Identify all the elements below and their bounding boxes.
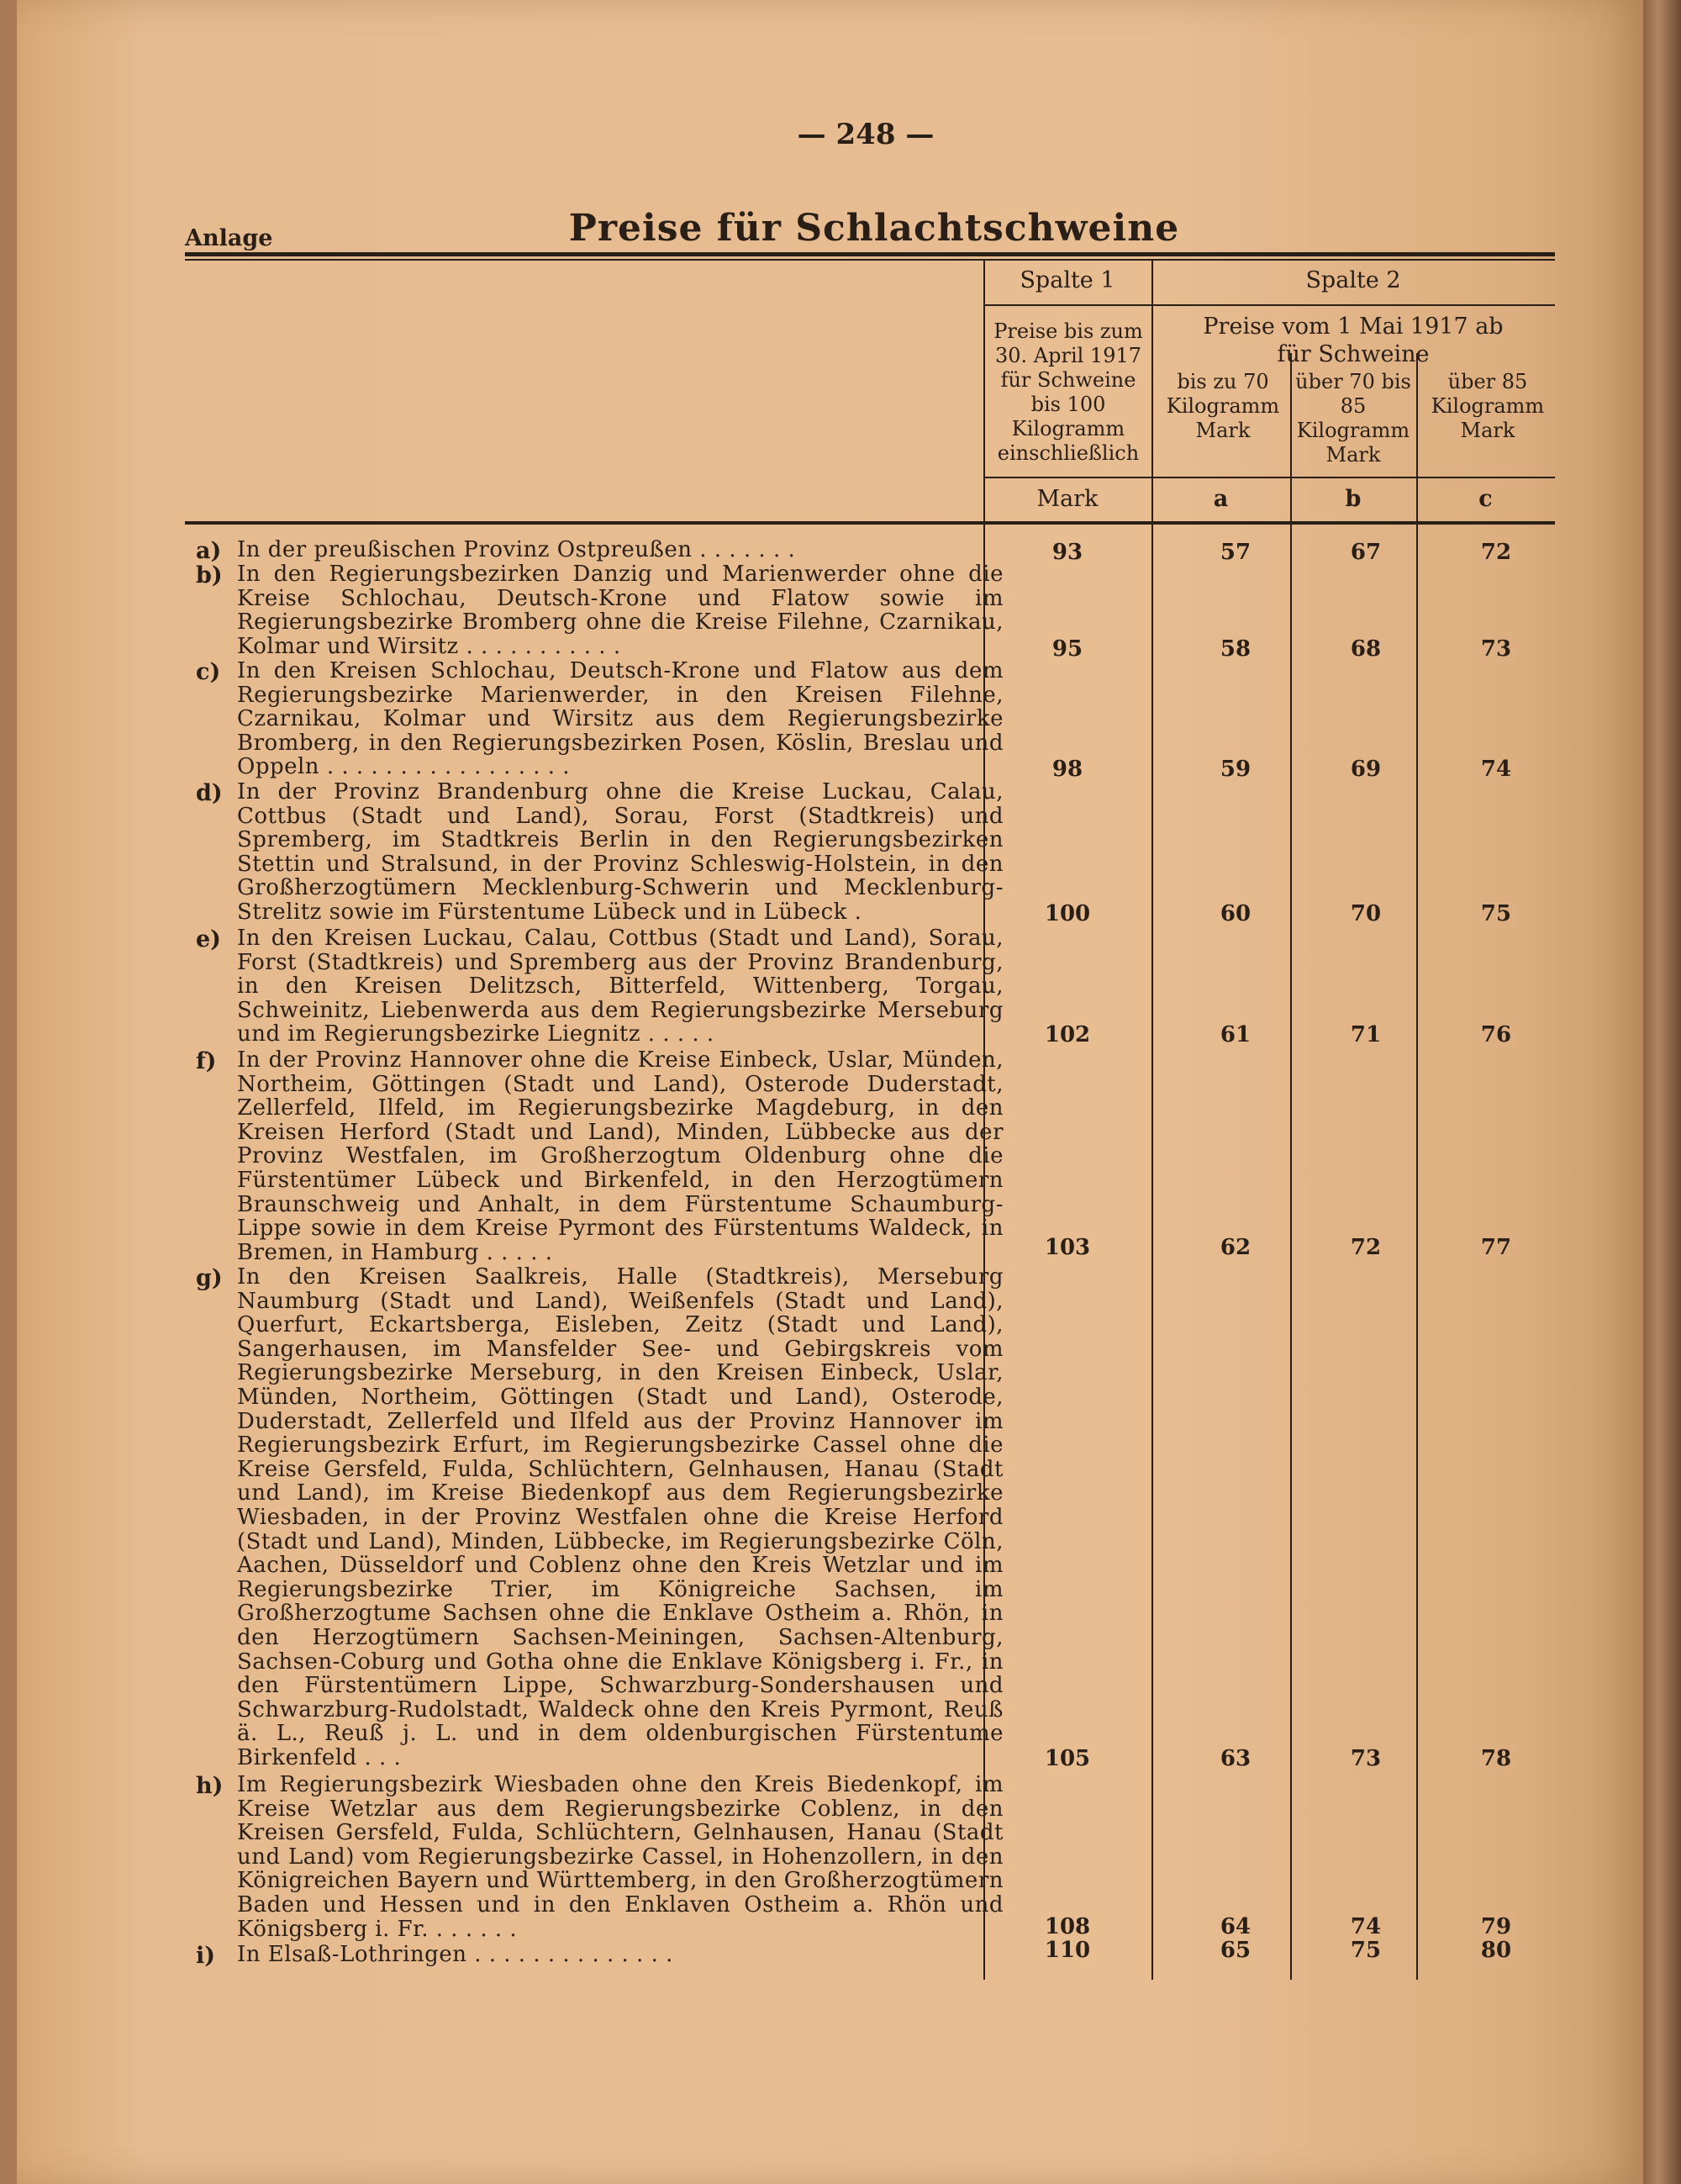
col-c-description: über 85 Kilogramm Mark <box>1431 370 1545 442</box>
value-b: 72 <box>1350 1235 1382 1260</box>
col-divider-2 <box>1151 261 1153 1980</box>
row-description: Im Regierungsbezirk Wiesbaden ohne den Kreis Biedenkopf, im Kreise Wetzlar aus dem Regierungsbezirke Coblenz, in den Kreisen Gersfeld, Fulda, Schlüchtern, Gelnhausen, Hanau (Stadt und Land) vom Regierungsbezirke Cassel, in Hohenzollern, in den Königreichen Bayern und Württemberg, in den Großherzogtümern Baden und Hessen und in den Enklaven Ostheim a. Rhön und Königsberg i. Fr. . . . . . . <box>237 1772 1004 1942</box>
row-label: f) <box>196 1048 217 1074</box>
row-description: In Elsaß-Lothringen . . . . . . . . . . . . . . <box>237 1942 673 1967</box>
row-label: g) <box>196 1265 223 1291</box>
value-a: 64 <box>1220 1914 1252 1939</box>
value-a: 58 <box>1220 636 1252 662</box>
value-b: 68 <box>1350 636 1382 662</box>
value-c: 77 <box>1480 1235 1512 1260</box>
value-spalte1: 95 <box>1051 636 1083 662</box>
col2-description: Preise vom 1 Mai 1917 ab für Schweine <box>1203 314 1504 367</box>
row-description: In der Provinz Brandenburg ohne die Kreise Luckau, Calau, Cottbus (Stadt und Land), Sorau, Forst (Stadtkreis) und Spremberg, im Stadtkreis Berlin in den Regierungsbezirken Stettin und Stralsund, in der Provinz Schleswig-Holstein, in den Großherzogtümern Mecklenburg-Schwerin und Mecklenburg-Strelitz sowie im Fürstentume Lübeck und in Lübeck . <box>237 779 1004 925</box>
row-description: In den Regierungsbezirken Danzig und Marienwerder ohne die Kreise Schlochau, Deutsch-Krone und Flatow sowie im Regierungsbezirke Bromberg ohne die Kreise Filehne, Czarnikau, Kolmar und Wirsitz . . . . . . . . . . . <box>237 562 1004 659</box>
col-c-letter: c <box>1478 486 1493 512</box>
value-c: 76 <box>1480 1022 1512 1047</box>
value-a: 60 <box>1220 901 1252 926</box>
row-label: c) <box>196 659 221 685</box>
value-b: 71 <box>1350 1022 1382 1047</box>
value-a: 65 <box>1220 1938 1252 1963</box>
value-a: 57 <box>1220 540 1252 565</box>
spalte-rule <box>983 304 1555 306</box>
book-page <box>17 0 1643 2184</box>
col-a-letter: a <box>1213 486 1229 512</box>
appendix-label: Anlage <box>185 225 273 251</box>
row-description: In der preußischen Provinz Ostpreußen . . . . . . . <box>237 537 796 562</box>
value-c: 79 <box>1480 1914 1512 1939</box>
value-spalte1: 103 <box>1044 1235 1091 1260</box>
header-bottom-rule <box>185 521 1555 525</box>
page-title: Preise für Schlachtschweine <box>568 207 1180 250</box>
spalte-1-heading: Spalte 1 <box>1020 267 1115 293</box>
row-label: d) <box>196 780 223 806</box>
row-label: h) <box>196 1773 224 1799</box>
value-spalte1: 93 <box>1051 540 1083 565</box>
value-b: 75 <box>1350 1938 1382 1963</box>
page-number: — 248 — <box>797 118 935 151</box>
header-top-rule <box>185 252 1555 256</box>
value-c: 73 <box>1480 636 1512 662</box>
row-label: a) <box>196 538 222 564</box>
row-label: i) <box>196 1943 216 1969</box>
row-description: In der Provinz Hannover ohne die Kreise Einbeck, Uslar, Münden, Northeim, Göttingen (Stadt und Land), Osterode Duderstadt, Zellerfeld, Ilfeld, im Regierungsbezirke Magdeburg, in den Kreisen Herford (Stadt und Land), Minden, Lübbecke aus der Provinz Westfalen, im Großherzogtum Oldenburg ohne die Fürstentümer Lübeck und Birkenfeld, in den Herzogtümern Braunschweig und Anhalt, in dem Fürstentume Schaumburg-Lippe sowie in dem Kreise Pyrmont des Fürstentums Waldeck, in Bremen, in Hamburg . . . . . <box>237 1047 1004 1265</box>
unit-rule <box>983 477 1555 478</box>
value-spalte1: 110 <box>1044 1938 1091 1963</box>
col-a-description: bis zu 70 Kilogramm Mark <box>1166 370 1280 442</box>
value-b: 69 <box>1350 757 1382 782</box>
row-label: b) <box>196 562 223 588</box>
col-divider-3 <box>1290 353 1292 1980</box>
book-spine <box>1643 0 1681 2184</box>
value-spalte1: 100 <box>1044 901 1091 926</box>
value-b: 70 <box>1350 901 1382 926</box>
value-spalte1: 102 <box>1044 1022 1091 1047</box>
row-description: In den Kreisen Luckau, Calau, Cottbus (Stadt und Land), Sorau, Forst (Stadtkreis) und Spremberg aus der Provinz Brandenburg, in den Kreisen Delitzsch, Bitterfeld, Wittenberg, Torgau, Schweinitz, Liebenwerda aus dem Regierungsbezirke Merseburg und im Regierungsbezirke Liegnitz . . . . . <box>237 926 1004 1047</box>
value-a: 62 <box>1220 1235 1252 1260</box>
row-description: In den Kreisen Saalkreis, Halle (Stadtkreis), Merseburg Naumburg (Stadt und Land), Weißenfels (Stadt und Land), Querfurt, Eckartsberga, Eisleben, Zeitz (Stadt und Land), Sangerhausen, im Mansfelder See- und Gebirgskreis vom Regierungsbezirke Merseburg, in den Kreisen Einbeck, Uslar, Münden, Northeim, Göttingen (Stadt und Land), Osterode, Duderstadt, Zellerfeld und Ilfeld aus der Provinz Hannover im Regierungsbezirk Erfurt, im Regierungsbezirke Cassel ohne die Kreise Gersfeld, Fulda, Schlüchtern, Gelnhausen, Hanau (Stadt und Land), im Kreise Biedenkopf aus dem Regierungsbezirke Wiesbaden, in der Provinz Westfalen ohne die Kreise Herford (Stadt und Land), Minden, Lübbecke, im Regierungsbezirke Cöln, Aachen, Düsseldorf und Coblenz ohne den Kreis Wetzlar und im Regierungsbezirke Trier, im Königreiche Sachsen, im Großherzogtume Sachsen ohne die Enklave Ostheim a. Rhön, in den Herzogtümern Sachsen-Meiningen, Sachsen-Altenburg, Sachsen-Coburg und Gotha ohne die Enklave Königsberg i. Fr., in den Fürstentümern Lippe, Schwarzburg-Sondershausen und Schwarzburg-Rudolstadt, Waldeck ohne den Kreis Pyrmont, Reuß ä. L., Reuß j. L. und in dem oldenburgischen Fürstentume Birkenfeld . . . <box>237 1264 1004 1770</box>
value-spalte1: 105 <box>1044 1746 1091 1771</box>
value-c: 72 <box>1480 540 1512 565</box>
value-spalte1: 98 <box>1051 757 1083 782</box>
col1-unit: Mark <box>1036 486 1099 512</box>
value-c: 75 <box>1480 901 1512 926</box>
row-description: In den Kreisen Schlochau, Deutsch-Krone und Flatow aus dem Regierungsbezirke Marienwerder, in den Kreisen Filehne, Czarnikau, Kolmar und Wirsitz aus dem Regierungsbezirke Bromberg, in den Regierungsbezirken Posen, Köslin, Breslau und Oppeln . . . . . . . . . . . . . . . . . <box>237 658 1004 780</box>
value-b: 74 <box>1350 1914 1382 1939</box>
spalte-2-heading: Spalte 2 <box>1305 267 1401 293</box>
value-b: 67 <box>1350 540 1382 565</box>
value-c: 78 <box>1480 1746 1512 1771</box>
value-c: 74 <box>1480 757 1512 782</box>
col-divider-4 <box>1416 353 1418 1980</box>
value-a: 61 <box>1220 1022 1252 1047</box>
value-c: 80 <box>1480 1938 1512 1963</box>
header-top-rule-thin <box>185 259 1555 261</box>
col1-description: Preise bis zum 30. April 1917 für Schweine bis 100 Kilogramm einschließlich <box>993 319 1143 465</box>
row-label: e) <box>196 926 221 952</box>
value-b: 73 <box>1350 1746 1382 1771</box>
value-spalte1: 108 <box>1044 1914 1091 1939</box>
value-a: 63 <box>1220 1746 1252 1771</box>
col-b-description: über 70 bis 85 Kilogramm Mark <box>1295 370 1411 467</box>
value-a: 59 <box>1220 757 1252 782</box>
col-b-letter: b <box>1345 486 1362 512</box>
